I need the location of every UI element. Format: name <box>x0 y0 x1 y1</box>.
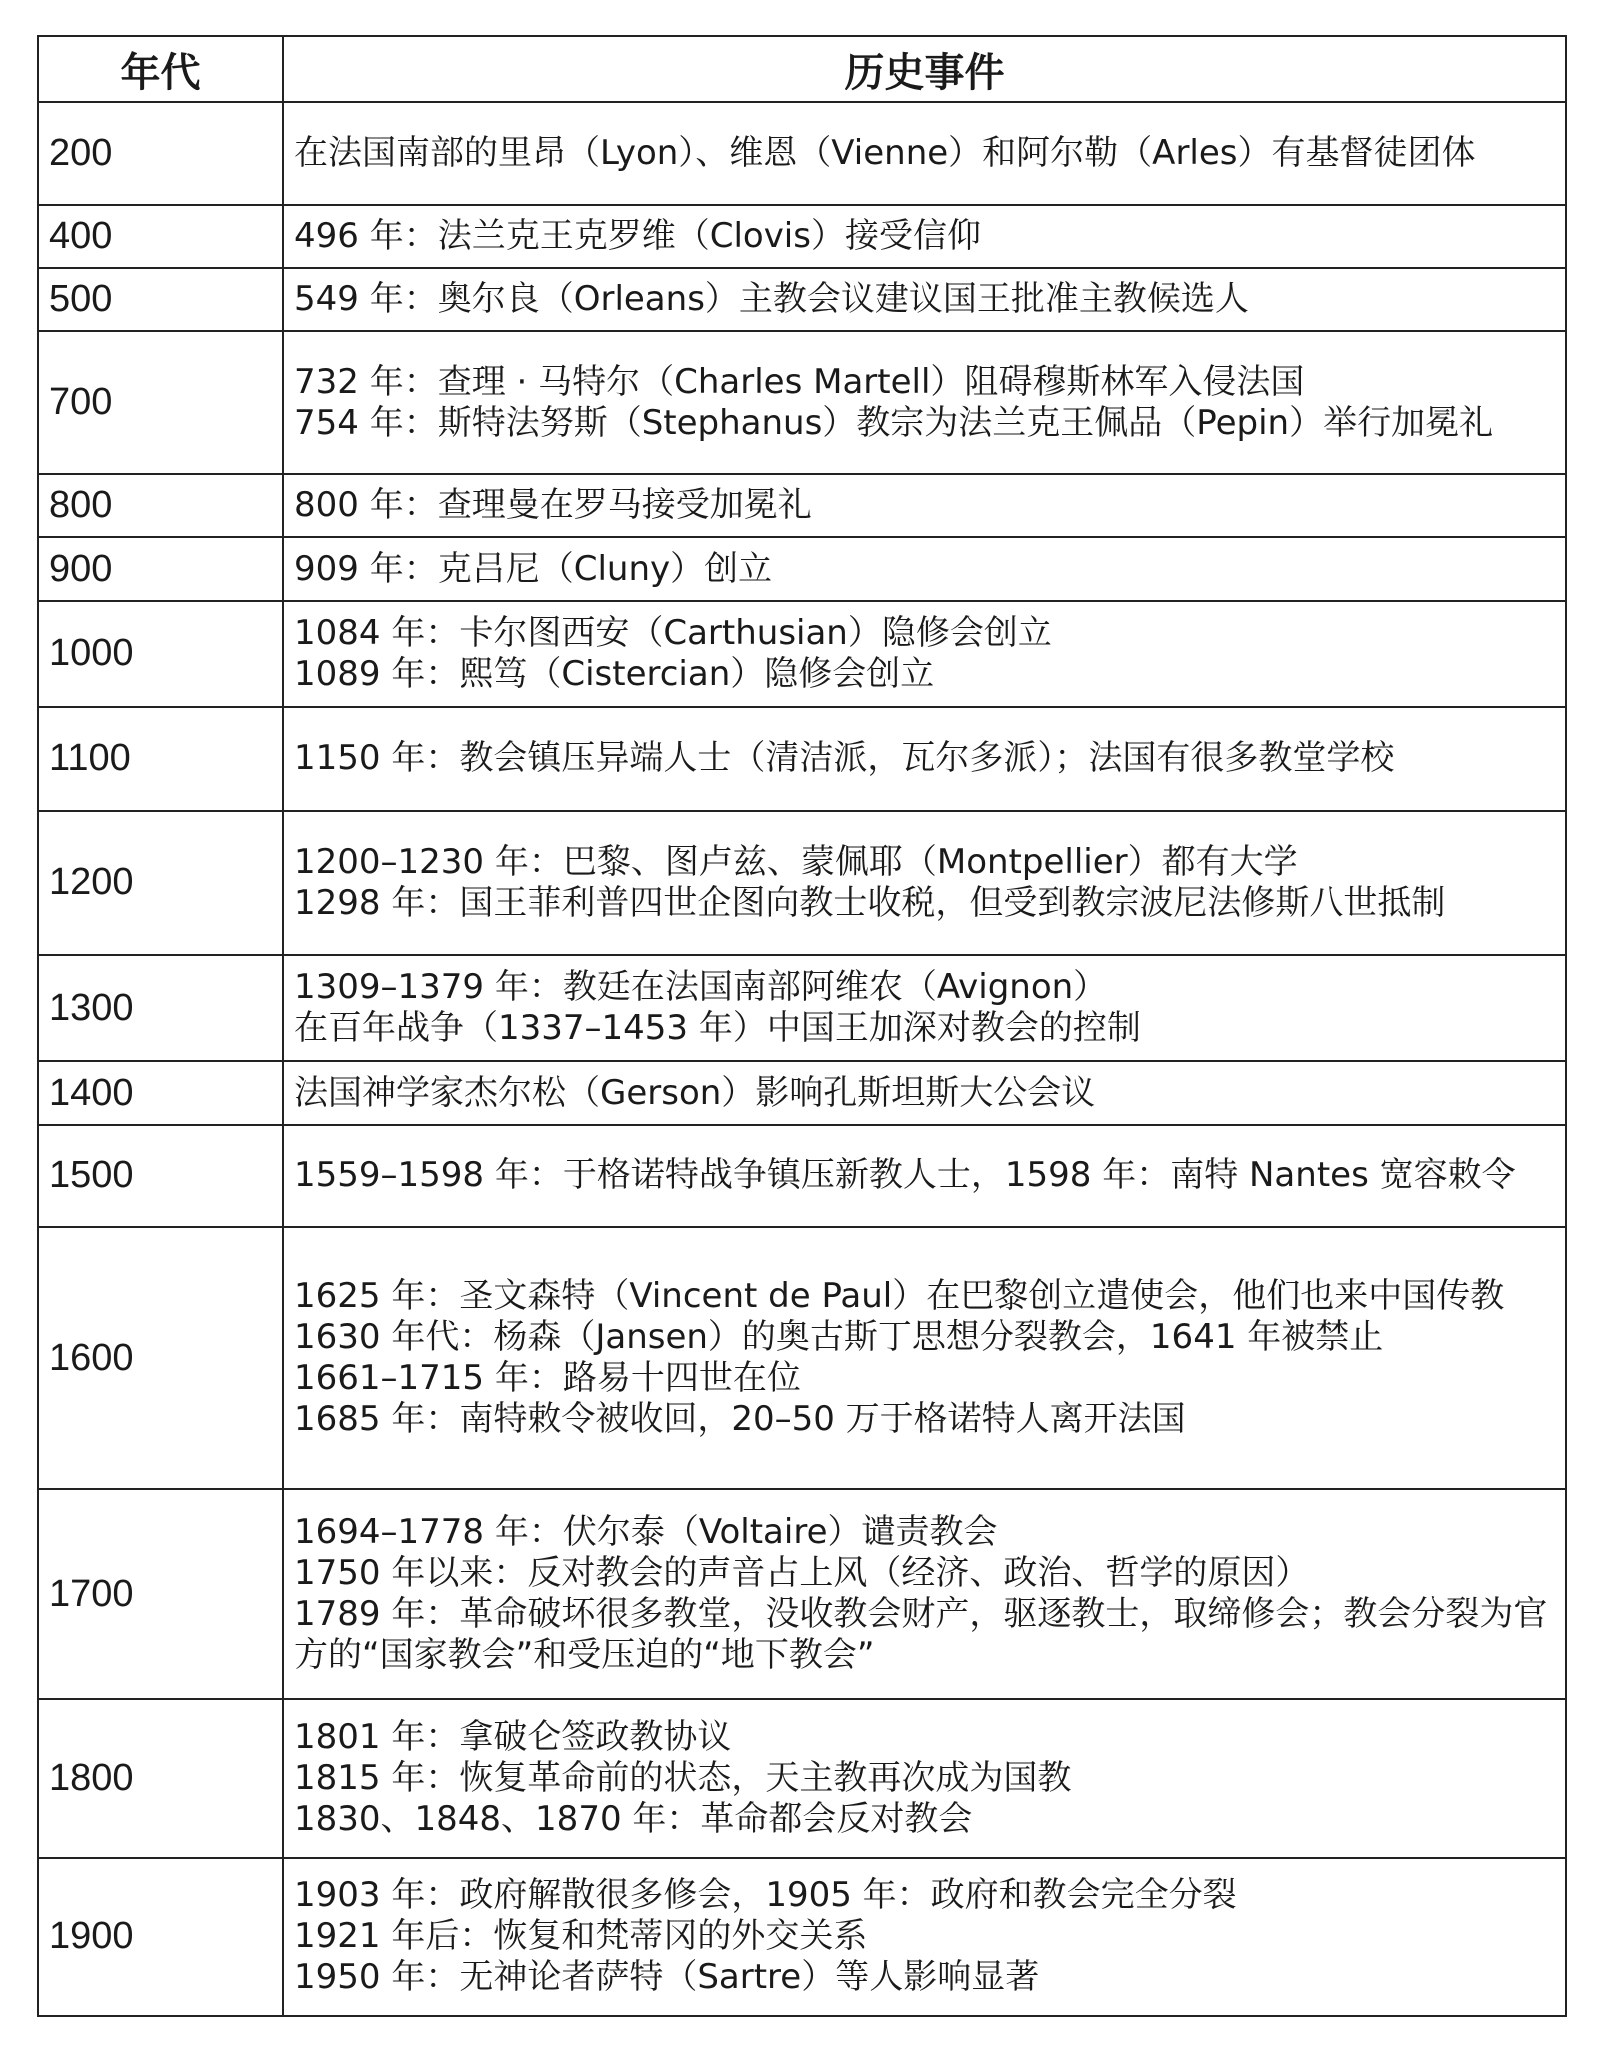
event-entry: 754 年：斯特法努斯（Stephanus）教宗为法兰克王佩品（Pepin）举行加冕礼 <box>294 402 1494 443</box>
events-cell <box>283 1125 1566 1228</box>
event-entry: 1298 年：国王菲利普四世企图向教士收税，但受到教宗波尼法修斯八世抵制 <box>294 882 1446 923</box>
table-row <box>38 1227 1566 1489</box>
event-entry: 1789 年：革命破坏很多教堂，没收教会财产，驱逐教士，取缔修会；教会分裂为官方的“国家教会”和受压迫的“地下教会” <box>294 1594 1548 1676</box>
table-row <box>38 601 1566 707</box>
table-row <box>38 268 1566 331</box>
era-cell: 900 <box>38 537 283 600</box>
event-entry: 1750 年以来：反对教会的声音占上风（经济、政治、哲学的原因） <box>294 1553 1310 1594</box>
history-timeline-table <box>37 35 1567 2017</box>
table-row <box>38 811 1566 955</box>
table-row <box>38 1489 1566 1699</box>
events-cell <box>283 601 1566 707</box>
era-cell: 700 <box>38 331 283 474</box>
table-row <box>38 331 1566 474</box>
event-entry: 1089 年：熙笃（Cistercian）隐修会创立 <box>294 653 935 694</box>
events-cell <box>283 1489 1566 1699</box>
event-entry: 1685 年：南特敕令被收回，20–50 万于格诺特人离开法国 <box>294 1399 1186 1440</box>
era-cell: 200 <box>38 102 283 205</box>
era-cell: 500 <box>38 268 283 331</box>
table-row <box>38 474 1566 537</box>
event-entry: 732 年：查理 · 马特尔（Charles Martell）阻碍穆斯林军入侵法国 <box>294 361 1305 402</box>
table-row <box>38 1858 1566 2016</box>
table-row <box>38 537 1566 600</box>
events-cell <box>283 537 1566 600</box>
event-entry: 1694–1778 年：伏尔泰（Voltaire）谴责教会 <box>294 1512 998 1553</box>
event-entry: 1950 年：无神论者萨特（Sartre）等人影响显著 <box>294 1957 1040 1998</box>
event-entry: 1150 年：教会镇压异端人士（清洁派，瓦尔多派）；法国有很多教堂学校 <box>294 738 1395 779</box>
event-entry: 在法国南部的里昂（Lyon）、维恩（Vienne）和阿尔勒（Arles）有基督徒团体 <box>294 132 1476 173</box>
events-cell <box>283 1227 1566 1489</box>
era-cell: 1200 <box>38 811 283 955</box>
events-cell <box>283 102 1566 205</box>
era-cell: 1300 <box>38 955 283 1061</box>
era-cell: 1700 <box>38 1489 283 1699</box>
events-cell <box>283 955 1566 1061</box>
event-entry: 909 年：克吕尼（Cluny）创立 <box>294 548 773 589</box>
event-entry: 549 年：奥尔良（Orleans）主教会议建议国王批准主教候选人 <box>294 278 1249 319</box>
era-cell: 1100 <box>38 707 283 811</box>
era-cell: 1900 <box>38 1858 283 2016</box>
era-cell: 1800 <box>38 1699 283 1857</box>
events-cell <box>283 268 1566 331</box>
era-cell: 1500 <box>38 1125 283 1228</box>
era-cell: 400 <box>38 205 283 268</box>
event-entry: 496 年：法兰克王克罗维（Clovis）接受信仰 <box>294 215 981 256</box>
header-era: 年代 <box>38 36 283 102</box>
events-cell <box>283 1061 1566 1124</box>
era-cell: 1000 <box>38 601 283 707</box>
events-cell <box>283 811 1566 955</box>
table-row <box>38 955 1566 1061</box>
table-row <box>38 205 1566 268</box>
table-header-row <box>38 36 1566 102</box>
table-body <box>38 102 1566 2016</box>
event-entry: 在百年战争（1337–1453 年）中国王加深对教会的控制 <box>294 1008 1141 1049</box>
event-entry: 1200–1230 年：巴黎、图卢兹、蒙佩耶（Montpellier）都有大学 <box>294 841 1298 882</box>
event-entry: 1815 年：恢复革命前的状态，天主教再次成为国教 <box>294 1758 1072 1799</box>
events-cell <box>283 205 1566 268</box>
table-row <box>38 1061 1566 1124</box>
events-cell <box>283 1858 1566 2016</box>
event-entry: 1630 年代：杨森（Jansen）的奥古斯丁思想分裂教会，1641 年被禁止 <box>294 1317 1384 1358</box>
event-entry: 1903 年：政府解散很多修会，1905 年：政府和教会完全分裂 <box>294 1875 1237 1916</box>
event-entry: 1084 年：卡尔图西安（Carthusian）隐修会创立 <box>294 612 1052 653</box>
event-entry: 1830、1848、1870 年：革命都会反对教会 <box>294 1799 973 1840</box>
table-row <box>38 707 1566 811</box>
table-row <box>38 1125 1566 1228</box>
events-cell <box>283 331 1566 474</box>
event-entry: 法国神学家杰尔松（Gerson）影响孔斯坦斯大公会议 <box>294 1072 1096 1113</box>
events-cell <box>283 707 1566 811</box>
event-entry: 1921 年后：恢复和梵蒂冈的外交关系 <box>294 1916 868 1957</box>
events-cell <box>283 1699 1566 1857</box>
events-cell <box>283 474 1566 537</box>
table-row <box>38 102 1566 205</box>
header-events: 历史事件 <box>283 36 1566 102</box>
table-row <box>38 1699 1566 1857</box>
event-entry: 1661–1715 年：路易十四世在位 <box>294 1358 801 1399</box>
event-entry: 1559–1598 年：于格诺特战争镇压新教人士，1598 年：南特 Nantes 宽容敕令 <box>294 1155 1516 1196</box>
event-entry: 1625 年：圣文森特（Vincent de Paul）在巴黎创立遣使会，他们也来中国传教 <box>294 1276 1505 1317</box>
event-entry: 1309–1379 年：教廷在法国南部阿维农（Avignon） <box>294 967 1108 1008</box>
era-cell: 800 <box>38 474 283 537</box>
event-entry: 1801 年：拿破仑签政教协议 <box>294 1717 732 1758</box>
era-cell: 1600 <box>38 1227 283 1489</box>
event-entry: 800 年：查理曼在罗马接受加冕礼 <box>294 485 812 526</box>
era-cell: 1400 <box>38 1061 283 1124</box>
